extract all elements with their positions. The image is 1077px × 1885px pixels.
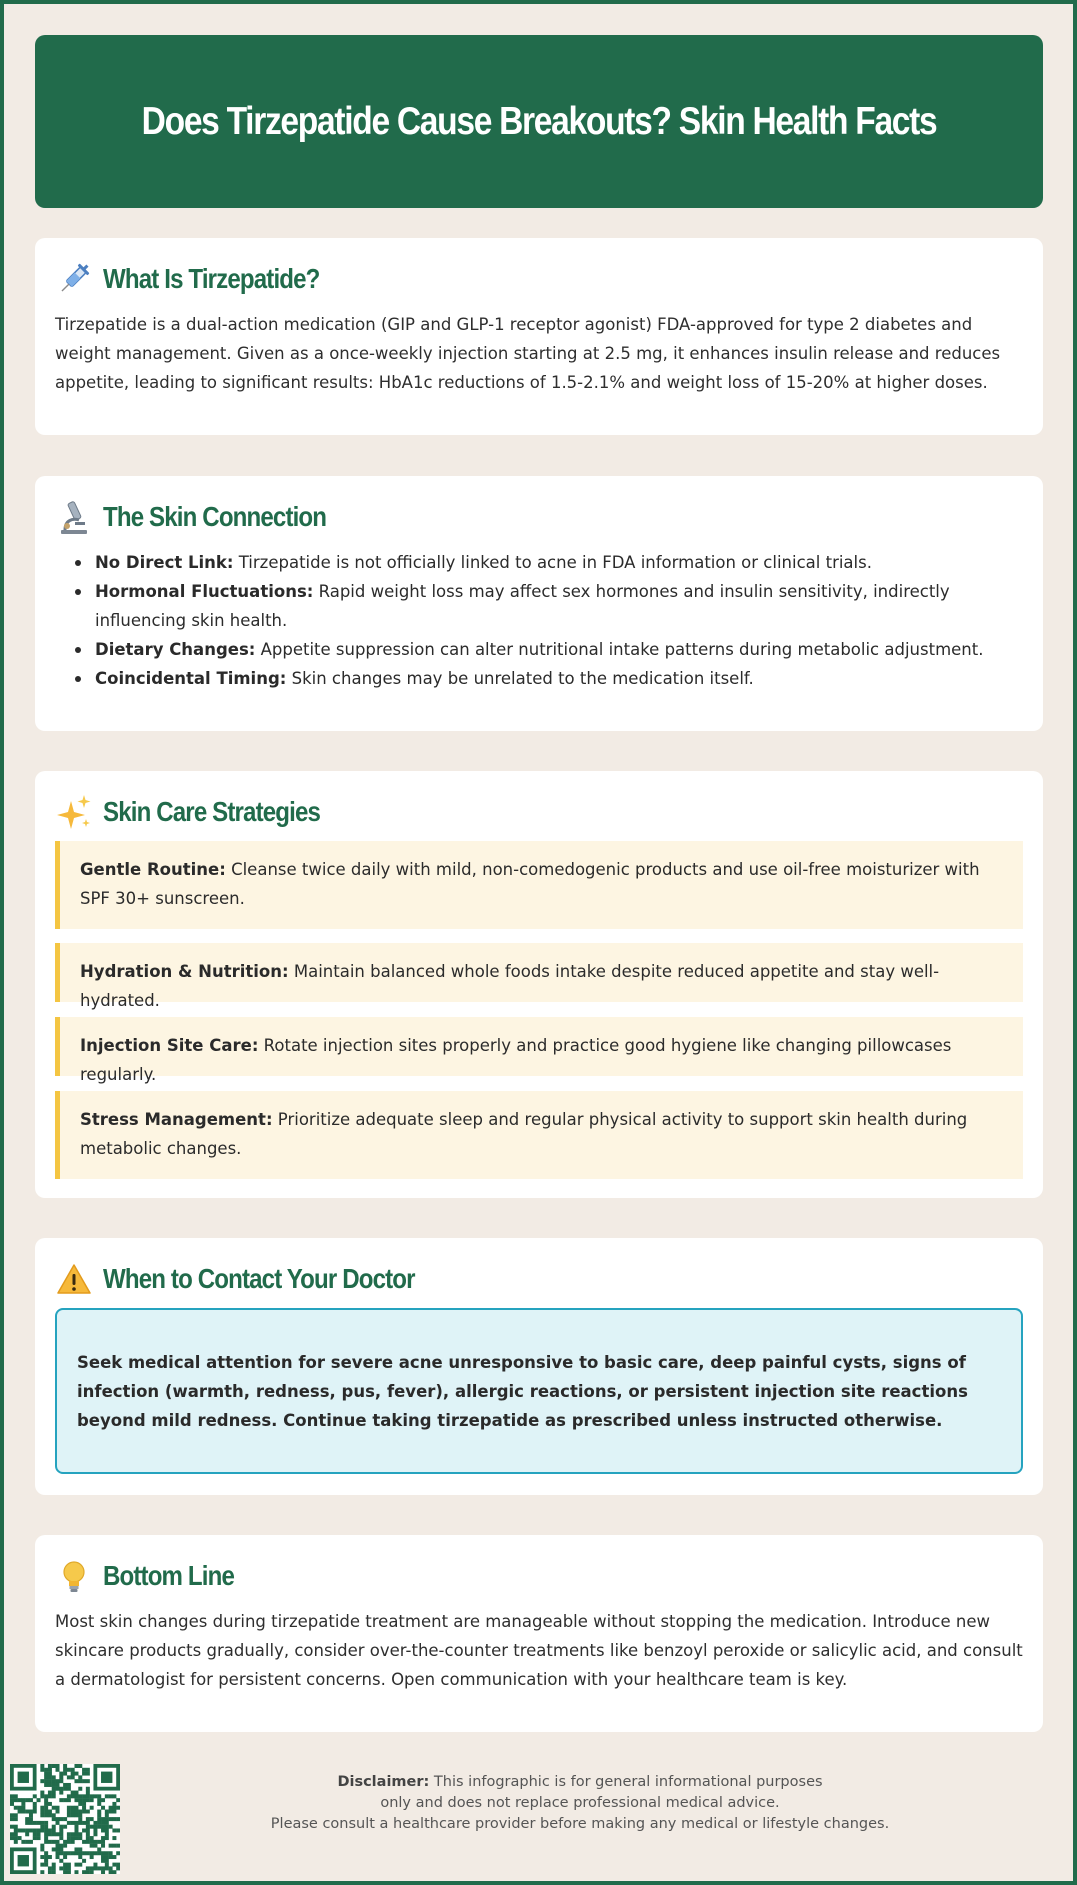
disclaimer-line [180,1772,980,1793]
card-contact-doctor [35,1238,1043,1495]
item-label: Hormonal Fluctuations: [95,582,314,601]
sparkles-icon [55,793,93,831]
card-title-row [55,498,362,536]
item-label: Dietary Changes: [95,640,256,659]
tip-label: Stress Management: [80,1110,273,1129]
qr-code-icon [10,1764,120,1874]
section-title: Bottom Line [103,1560,234,1591]
microscope-icon [55,498,93,536]
section-title: When to Contact Your Doctor [103,1263,415,1294]
item-text: Appetite suppression can alter nutritional intake patterns during metabolic adjustment. [255,640,984,659]
tip-text: Prioritize adequate sleep and regular physical activity to support skin health during metabolic changes. [80,1110,968,1158]
card-title-row [55,1260,465,1298]
card-title-row [55,793,355,831]
tip-stress [55,1091,1023,1179]
tip-text: Maintain balanced whole foods intake despite reduced appetite and stay well-hydrated. [80,962,940,1010]
lightbulb-icon [55,1557,93,1595]
list-item [55,635,1023,664]
card-title-row [55,260,355,298]
tip-label: Hydration & Nutrition: [80,962,289,981]
list-item [55,577,1023,635]
item-label: No Direct Link: [95,553,234,572]
page-header [35,35,1043,208]
item-text: Skin changes may be unrelated to the medication itself. [286,669,754,688]
disclaimer [180,1772,980,1835]
disclaimer-text: This infographic is for general informational purposes [429,1774,823,1790]
card-skin-care [35,771,1043,1198]
list-item [55,548,1023,577]
disclaimer-line: Please consult a healthcare provider before making any medical or lifestyle changes. [270,1816,890,1832]
tip-injection-site [55,1017,1023,1084]
card-bottom-line [35,1535,1043,1732]
list-item [55,664,1023,693]
warning-icon [55,1260,93,1298]
section-title: What Is Tirzepatide? [103,263,320,294]
tip-hydration [55,943,1023,1010]
tip-text: Cleanse twice daily with mild, non-comedogenic products and use oil-free moisturizer with SPF 30+ sunscreen. [80,860,980,908]
item-text: Rapid weight loss may affect sex hormones and insulin sensitivity, indirectly influencing skin health. [95,582,950,630]
alert-box [55,1308,1023,1474]
tip-text: Rotate injection sites properly and practice good hygiene like changing pillowcases regularly. [80,1036,952,1084]
page-title: Does Tirzepatide Cause Breakouts? Skin Health Facts [141,99,937,143]
tip-gentle-routine [55,841,1023,929]
syringe-icon [55,260,93,298]
section-text: Tirzepatide is a dual-action medication (GIP and GLP-1 receptor agonist) FDA-approved for type 2 diabetes and weight management. Given as a once-weekly injection starting at 2.5 mg, it enhances insulin release and reduces appetite, leading to significant results: HbA1c reductions of 1.5-2.1% and weight loss of 15-20% at higher doses. [55,315,1001,392]
tip-label: Gentle Routine: [80,860,226,879]
section-title: The Skin Connection [103,501,327,532]
card-what-is [35,238,1043,435]
card-title-row [55,1557,255,1595]
item-label: Coincidental Timing: [95,669,287,688]
skin-factor-list [55,548,1023,693]
section-title: Skin Care Strategies [103,796,321,827]
section-text: Most skin changes during tirzepatide treatment are manageable without stopping the medication. Introduce new skincare products gradually, consider over-the-counter treatments like benzoyl peroxide or salicylic acid, and consult a dermatologist for persistent concerns. Open communication with your healthcare team is key. [55,1612,1023,1689]
item-text: Tirzepatide is not officially linked to acne in FDA information or clinical trials. [233,553,872,572]
card-skin-connection [35,476,1043,731]
alert-text: Seek medical attention for severe acne unresponsive to basic care, deep painful cysts, signs of infection (warmth, redness, pus, fever), allergic reactions, or persistent injection site reactions beyond mild redness. Continue taking tirzepatide as prescribed unless instructed otherwise. [77,1353,968,1430]
disclaimer-label: Disclaimer: [337,1774,430,1790]
tip-label: Injection Site Care: [80,1036,259,1055]
disclaimer-line: only and does not replace professional medical advice. [380,1795,780,1811]
